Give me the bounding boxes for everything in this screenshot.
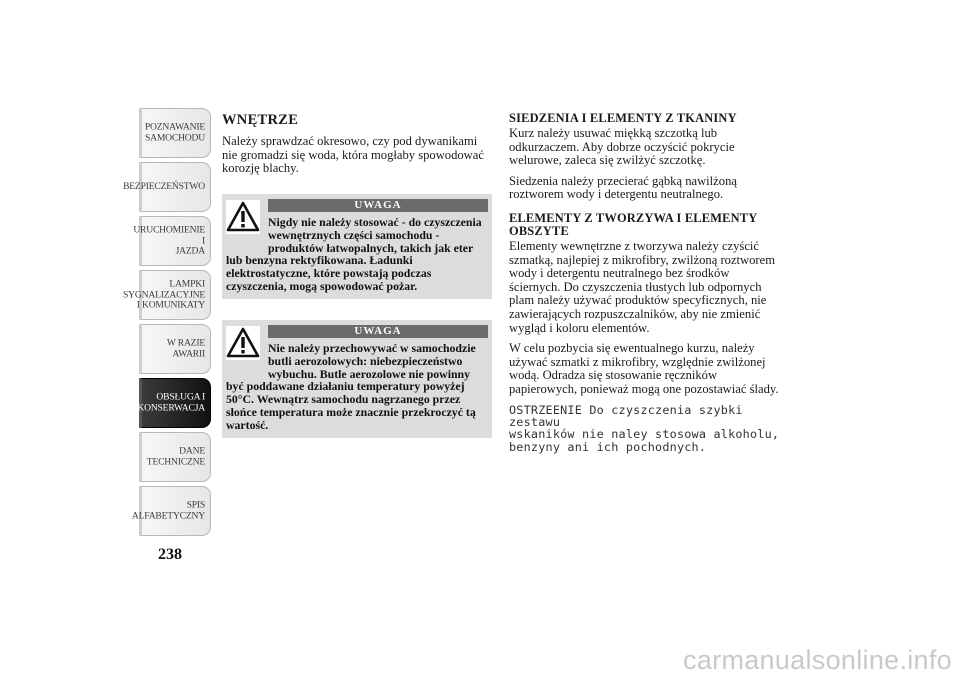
- tab-label: LAMPKI SYGNALIZACYJNE I KOMUNIKATY: [123, 278, 205, 311]
- warning-note: OSTRZEENIE Do czyszczenia szybki zestawu wskaników nie naley stosowa alkoholu, benzyny ani ich pochodnych.: [509, 402, 780, 454]
- warning-box: [222, 320, 492, 438]
- tab-label: OBSŁUGA I KONSERWACJA: [137, 391, 205, 413]
- watermark: carmanualsonline.info: [683, 645, 952, 675]
- tab-bezpieczenstwo[interactable]: [123, 162, 211, 212]
- section-heading-elementy-z-tworzywa: ELEMENTY Z TWORZYWA I ELEMENTY OBSZYTE: [509, 210, 757, 238]
- section-heading-wnetrze: WNĘTRZE: [222, 112, 299, 128]
- warning-text: Nie należy przechowywać w samochodzie butli aerozolowych: niebezpieczeństwo wybuchu. Butle aerozolowe nie powinny być poddawane działaniu temperatury powyżej 50°C. Wewnątrz samochodu nagrzanego przez słońce temperatura może znacznie przekroczyć tą wartość.: [226, 341, 476, 432]
- left-column: [222, 112, 492, 432]
- section-heading-siedzenia: SIEDZENIA I ELEMENTY Z TKANINY: [509, 111, 737, 125]
- paragraph: Siedzenia należy przecierać gąbką nawilżoną roztworem wody i detergentu neutralnego.: [509, 173, 737, 202]
- tab-dane-techniczne[interactable]: [139, 432, 211, 482]
- intro-paragraph: Należy sprawdzać okresowo, czy pod dywanikami nie gromadzi się woda, która mogłaby spowodować korozję blachy.: [222, 134, 484, 176]
- chapter-tabs: [123, 108, 211, 536]
- page-number: 238: [158, 546, 182, 563]
- tab-obsluga-i-konserwacja[interactable]: [139, 378, 211, 428]
- paragraph: Elementy wewnętrzne z tworzywa należy czyścić szmatką, najlepiej z mikrofibry, zwilżoną roztworem wody i detergentu neutralnego bez środków ściernych. Do czyszczenia tłustych lub odpornych plam należy używać produktów specyficznych, nie zawierających rozpuszczalników, aby nie zmienić wygląd i koloru elementów.: [509, 238, 775, 335]
- warning-title: UWAGA: [268, 325, 488, 338]
- tab-lampki-sygnalizacyjne[interactable]: [123, 270, 211, 320]
- paragraph: Kurz należy usuwać miękką szczotką lub odkurzaczem. Aby dobrze oczyścić pokrycie welurowe, zaleca się zwilżyć szczotkę.: [509, 126, 735, 168]
- tab-uruchomienie-i-jazda[interactable]: [133, 216, 211, 266]
- warning-title: UWAGA: [268, 199, 488, 212]
- tab-label: W RAZIE AWARII: [166, 337, 205, 359]
- paragraph: W celu pozbycia się ewentualnego kurzu, należy używać szmatki z mikrofibry, względnie zwilżonej wodą. Odradza się stosowanie ręczników papierowych, ponieważ mogą one pozostawiać ślady.: [509, 341, 779, 396]
- tab-label: POZNAWANIE SAMOCHODU: [144, 121, 205, 143]
- right-column: [509, 112, 781, 453]
- tab-w-razie-awarii[interactable]: [139, 324, 211, 374]
- tab-spis-alfabetyczny[interactable]: [131, 486, 211, 536]
- tab-label: URUCHOMIENIE I JAZDA: [133, 224, 205, 257]
- tab-label: SPIS ALFABETYCZNY: [131, 499, 205, 521]
- tab-label: DANE TECHNICZNE: [146, 445, 205, 467]
- warning-triangle-icon: [226, 326, 260, 360]
- tab-poznawanie-samochodu[interactable]: [139, 108, 211, 158]
- warning-text: Nigdy nie należy stosować - do czyszczenia wewnętrznych części samochodu - produktów łatwopalnych, takich jak eter lub benzyna rektyfikowana. Ładunki elektrostatyczne, które powstają podczas czyszczenia, mogą spowodować pożar.: [226, 215, 482, 293]
- warning-triangle-icon: [226, 200, 260, 234]
- tab-label: BEZPIECZEŃSTWO: [123, 180, 205, 192]
- warning-box: [222, 194, 492, 299]
